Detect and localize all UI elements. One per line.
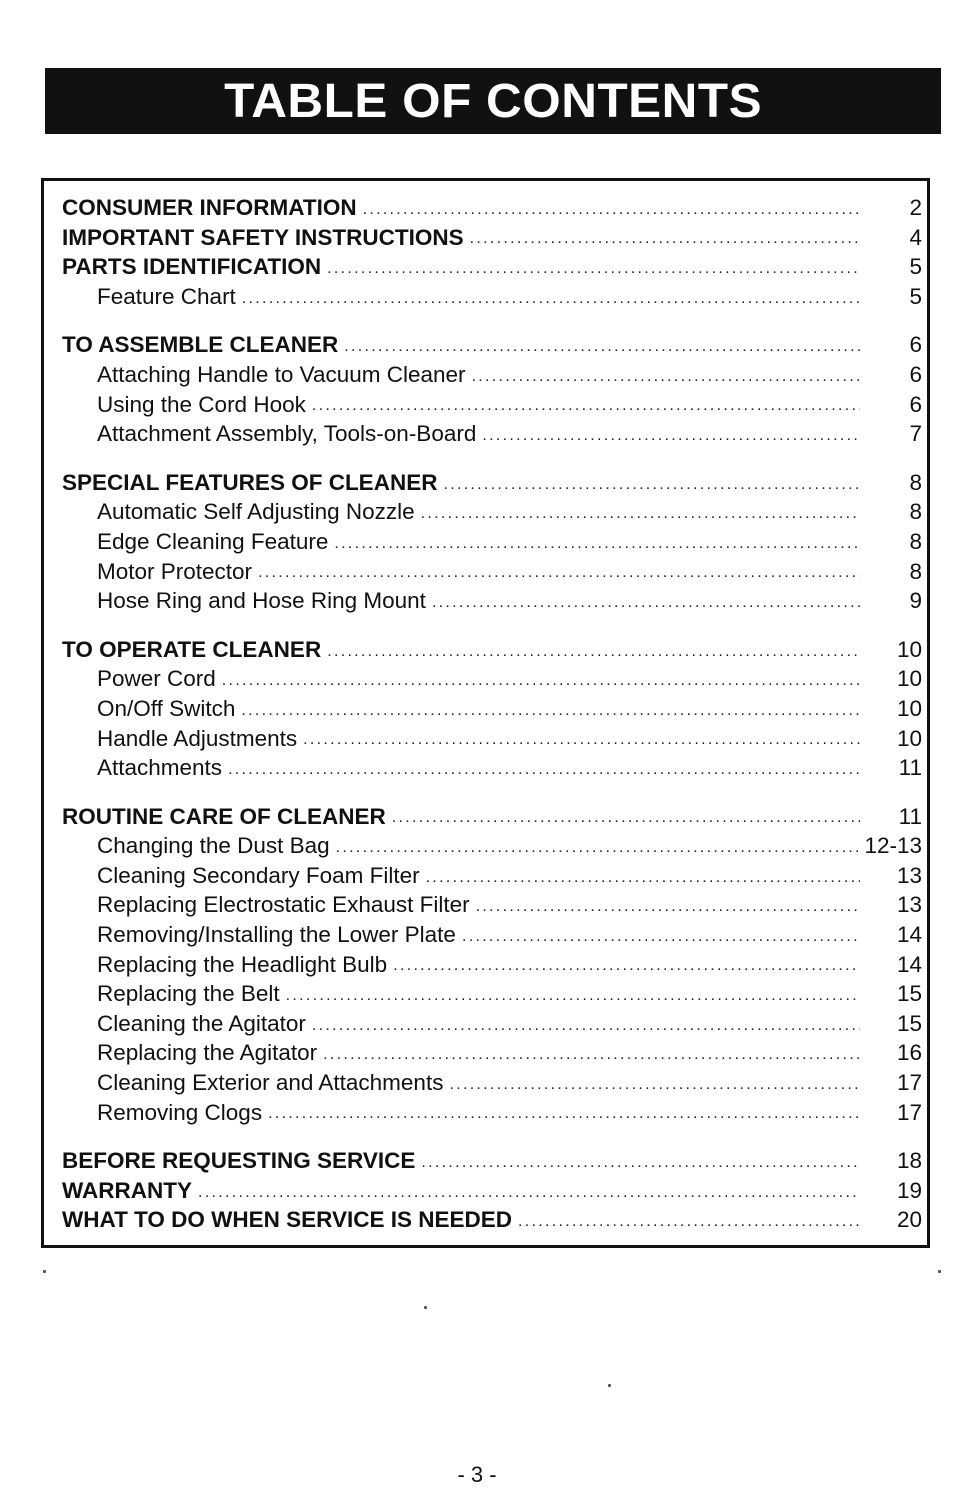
- toc-sub-entry: [62, 831, 922, 861]
- entry-page-number: 17: [896, 1099, 922, 1125]
- page-title: TABLE OF CONTENTS: [224, 74, 762, 128]
- entry-page-number: 10: [896, 725, 922, 751]
- dot-leader: [476, 895, 860, 919]
- toc-sub-entry: [62, 586, 922, 616]
- toc-main-entry: [62, 330, 922, 360]
- toc-main-entry: [62, 252, 922, 282]
- toc-sub-entry: [62, 1068, 922, 1098]
- entry-page-number: 2: [909, 195, 922, 220]
- entry-label: Cleaning Secondary Foam Filter: [97, 862, 420, 888]
- entry-label: Changing the Dust Bag: [97, 833, 330, 859]
- dot-leader: [421, 502, 860, 526]
- entry-label: Using the Cord Hook: [97, 391, 306, 417]
- toc-sub-entry: [62, 979, 922, 1009]
- entry-page-number: 10: [896, 666, 922, 692]
- entry-page-number: 11: [898, 803, 922, 829]
- entry-label: PARTS IDENTIFICATION: [62, 254, 322, 280]
- entry-label: WARRANTY: [62, 1177, 192, 1203]
- toc-sub-entry: [62, 890, 922, 920]
- title-banner: [45, 68, 941, 134]
- entry-label: TO ASSEMBLE CLEANER: [62, 332, 339, 358]
- entry-page-number: 7: [909, 421, 922, 447]
- entry-page-number: 13: [896, 862, 922, 888]
- toc-sub-entry: [62, 557, 922, 587]
- entry-label: Replacing the Headlight Bulb: [97, 951, 388, 977]
- entry-page-number: 16: [896, 1040, 922, 1066]
- entry-label: Removing/Installing the Lower Plate: [97, 922, 456, 948]
- toc-sub-entry: [62, 1038, 922, 1068]
- scan-speck: [938, 1270, 941, 1273]
- entry-page-number: 6: [909, 391, 922, 417]
- entry-page-number: 6: [909, 332, 922, 358]
- scan-speck: [608, 1384, 611, 1387]
- dot-leader: [198, 1181, 860, 1205]
- toc-sub-entry: [62, 694, 922, 724]
- entry-label: Replacing the Agitator: [97, 1040, 318, 1066]
- toc-main-entry: [62, 635, 922, 665]
- entry-label: Motor Protector: [97, 558, 253, 584]
- dot-leader: [363, 198, 860, 222]
- toc-sub-entry: [62, 1098, 922, 1128]
- toc-sub-entry: [62, 753, 922, 783]
- entry-page-number: 11: [898, 755, 922, 781]
- entry-page-number: 14: [896, 922, 922, 948]
- toc-section: [62, 330, 922, 448]
- toc-sub-entry: [62, 664, 922, 694]
- dot-leader: [432, 591, 860, 615]
- dot-leader: [303, 728, 860, 752]
- dot-leader: [393, 954, 860, 978]
- entry-page-number: 8: [909, 558, 922, 584]
- entry-label: Removing Clogs: [97, 1099, 263, 1125]
- toc-section: [62, 1146, 922, 1235]
- toc-sub-entry: [62, 282, 922, 312]
- dot-leader: [518, 1210, 860, 1234]
- entry-page-number: 4: [909, 224, 922, 250]
- dot-leader: [336, 836, 859, 860]
- dot-leader: [392, 806, 860, 830]
- table-of-contents: [41, 178, 930, 1248]
- entry-page-number: 15: [896, 981, 922, 1007]
- entry-label: Attachments: [97, 755, 223, 781]
- dot-leader: [426, 866, 860, 890]
- toc-main-entry: [62, 193, 922, 223]
- toc-main-entry: [62, 1205, 922, 1235]
- dot-leader: [312, 1014, 860, 1038]
- entry-label: ROUTINE CARE OF CLEANER: [62, 803, 386, 829]
- toc-sub-entry: [62, 497, 922, 527]
- entry-label: CONSUMER INFORMATION: [62, 195, 357, 220]
- toc-list: [62, 193, 922, 1254]
- toc-main-entry: [62, 1176, 922, 1206]
- entry-label: Power Cord: [97, 666, 216, 692]
- toc-section: [62, 468, 922, 616]
- dot-leader: [421, 1151, 860, 1175]
- entry-label: Automatic Self Adjusting Nozzle: [97, 499, 415, 525]
- toc-main-entry: [62, 468, 922, 498]
- entry-page-number: 15: [896, 1010, 922, 1036]
- entry-page-number: 6: [909, 361, 922, 387]
- entry-page-number: 10: [896, 636, 922, 662]
- entry-label: Cleaning the Agitator: [97, 1010, 306, 1036]
- dot-leader: [472, 365, 860, 389]
- dot-leader: [443, 473, 860, 497]
- toc-sub-entry: [62, 861, 922, 891]
- dot-leader: [268, 1102, 860, 1126]
- dot-leader: [449, 1073, 860, 1097]
- dot-leader: [327, 257, 860, 281]
- dot-leader: [327, 640, 860, 664]
- dot-leader: [286, 984, 860, 1008]
- toc-main-entry: [62, 223, 922, 253]
- toc-sub-entry: [62, 419, 922, 449]
- entry-label: Edge Cleaning Feature: [97, 528, 329, 554]
- entry-page-number: 8: [909, 528, 922, 554]
- page-number: - 3 -: [457, 1462, 497, 1487]
- dot-leader: [470, 227, 860, 251]
- dot-leader: [462, 925, 860, 949]
- toc-sub-entry: [62, 527, 922, 557]
- dot-leader: [312, 394, 860, 418]
- toc-section: [62, 193, 922, 311]
- scan-speck: [424, 1306, 427, 1309]
- toc-section: [62, 635, 922, 783]
- toc-sub-entry: [62, 950, 922, 980]
- entry-label: Replacing the Belt: [97, 981, 280, 1007]
- toc-sub-entry: [62, 724, 922, 754]
- toc-sub-entry: [62, 360, 922, 390]
- dot-leader: [241, 699, 860, 723]
- entry-page-number: 20: [896, 1207, 922, 1233]
- toc-section: [62, 802, 922, 1128]
- toc-sub-entry: [62, 1009, 922, 1039]
- entry-page-number: 10: [896, 695, 922, 721]
- entry-page-number: 18: [896, 1148, 922, 1174]
- dot-leader: [258, 561, 860, 585]
- entry-page-number: 17: [896, 1070, 922, 1096]
- entry-label: IMPORTANT SAFETY INSTRUCTIONS: [62, 224, 464, 250]
- entry-label: On/Off Switch: [97, 695, 236, 721]
- entry-label: Hose Ring and Hose Ring Mount: [97, 588, 426, 614]
- entry-page-number: 8: [909, 499, 922, 525]
- entry-label: SPECIAL FEATURES OF CLEANER: [62, 469, 438, 495]
- dot-leader: [228, 758, 860, 782]
- dot-leader: [344, 335, 860, 359]
- toc-sub-entry: [62, 390, 922, 420]
- dot-leader: [242, 287, 860, 311]
- entry-page-number: 12-13: [864, 833, 922, 859]
- entry-label: Attachment Assembly, Tools-on-Board: [97, 421, 477, 447]
- dot-leader: [222, 669, 860, 693]
- entry-label: TO OPERATE CLEANER: [62, 636, 322, 662]
- toc-main-entry: [62, 1146, 922, 1176]
- entry-page-number: 5: [909, 254, 922, 280]
- toc-sub-entry: [62, 920, 922, 950]
- entry-label: Replacing Electrostatic Exhaust Filter: [97, 892, 470, 918]
- scan-speck: [43, 1270, 46, 1273]
- dot-leader: [323, 1043, 860, 1067]
- toc-main-entry: [62, 802, 922, 832]
- entry-label: Handle Adjustments: [97, 725, 298, 751]
- entry-label: Feature Chart: [97, 283, 236, 309]
- entry-page-number: 5: [909, 283, 922, 309]
- entry-page-number: 14: [896, 951, 922, 977]
- entry-label: WHAT TO DO WHEN SERVICE IS NEEDED: [62, 1207, 513, 1233]
- dot-leader: [482, 424, 860, 448]
- dot-leader: [334, 532, 860, 556]
- entry-page-number: 9: [909, 588, 922, 614]
- entry-page-number: 19: [896, 1177, 922, 1203]
- entry-label: Attaching Handle to Vacuum Cleaner: [97, 361, 466, 387]
- entry-label: Cleaning Exterior and Attachments: [97, 1070, 444, 1096]
- entry-label: BEFORE REQUESTING SERVICE: [62, 1148, 416, 1174]
- entry-page-number: 8: [909, 469, 922, 495]
- entry-page-number: 13: [896, 892, 922, 918]
